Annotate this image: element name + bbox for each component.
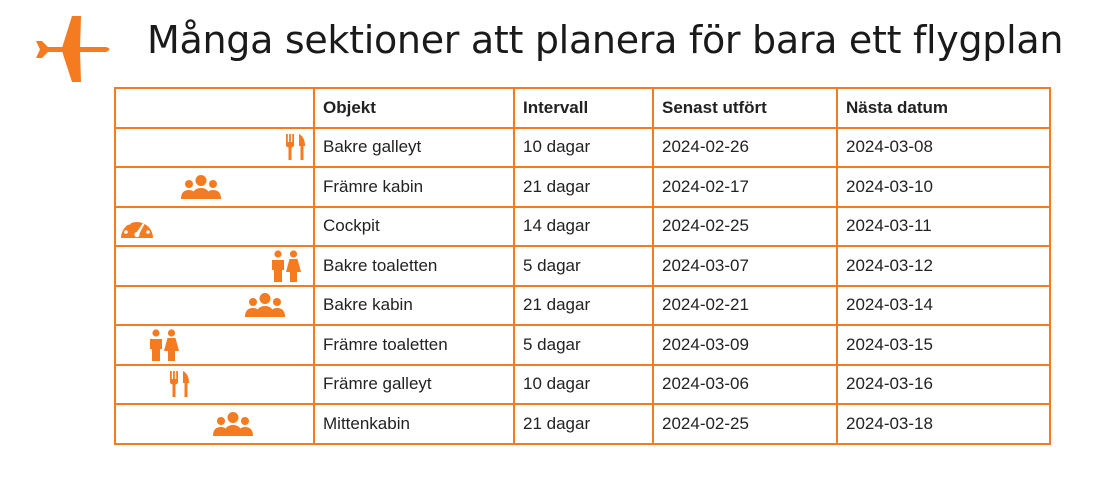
object-cell: Bakre toaletten xyxy=(314,246,514,286)
interval-cell: 10 dagar xyxy=(514,128,653,168)
icon-cell xyxy=(115,128,314,168)
table-row xyxy=(115,246,1050,286)
next-date-cell: 2024-03-14 xyxy=(837,286,1050,326)
icon-cell xyxy=(115,325,314,365)
object-cell: Främre toaletten xyxy=(314,325,514,365)
last-done-cell: 2024-02-21 xyxy=(653,286,837,326)
table-row xyxy=(115,404,1050,444)
cutlery-icon xyxy=(285,134,307,160)
last-done-cell: 2024-03-06 xyxy=(653,365,837,405)
object-cell: Bakre kabin xyxy=(314,286,514,326)
interval-cell: 10 dagar xyxy=(514,365,653,405)
group-icon xyxy=(244,293,286,317)
interval-cell: 21 dagar xyxy=(514,286,653,326)
icon-cell xyxy=(115,365,314,405)
interval-cell: 5 dagar xyxy=(514,325,653,365)
restroom-icon xyxy=(149,329,179,361)
next-date-cell: 2024-03-08 xyxy=(837,128,1050,168)
table-row xyxy=(115,207,1050,247)
table-header-row xyxy=(115,88,1050,128)
next-date-cell: 2024-03-16 xyxy=(837,365,1050,405)
gauge-icon xyxy=(119,212,155,240)
icon-cell xyxy=(115,167,314,207)
column-header-next-date: Nästa datum xyxy=(837,88,1050,128)
last-done-cell: 2024-02-17 xyxy=(653,167,837,207)
cutlery-icon xyxy=(169,371,191,397)
next-date-cell: 2024-03-10 xyxy=(837,167,1050,207)
table-row xyxy=(115,325,1050,365)
page-title: Många sektioner att planera för bara ett flygplan xyxy=(147,18,1064,62)
table-row xyxy=(115,365,1050,405)
table-row xyxy=(115,286,1050,326)
column-header-last-done: Senast utfört xyxy=(653,88,837,128)
icon-cell xyxy=(115,404,314,444)
object-cell: Främre kabin xyxy=(314,167,514,207)
icon-cell xyxy=(115,246,314,286)
column-header-interval: Intervall xyxy=(514,88,653,128)
group-icon xyxy=(180,175,222,199)
next-date-cell: 2024-03-12 xyxy=(837,246,1050,286)
next-date-cell: 2024-03-15 xyxy=(837,325,1050,365)
object-cell: Mittenkabin xyxy=(314,404,514,444)
table-row xyxy=(115,128,1050,168)
interval-cell: 21 dagar xyxy=(514,404,653,444)
interval-cell: 14 dagar xyxy=(514,207,653,247)
object-cell: Bakre galleyt xyxy=(314,128,514,168)
last-done-cell: 2024-02-25 xyxy=(653,404,837,444)
group-icon xyxy=(212,412,254,436)
column-header-object: Objekt xyxy=(314,88,514,128)
object-cell: Cockpit xyxy=(314,207,514,247)
icon-cell xyxy=(115,207,314,247)
object-cell: Främre galleyt xyxy=(314,365,514,405)
table-row xyxy=(115,167,1050,207)
last-done-cell: 2024-02-25 xyxy=(653,207,837,247)
last-done-cell: 2024-02-26 xyxy=(653,128,837,168)
interval-cell: 21 dagar xyxy=(514,167,653,207)
last-done-cell: 2024-03-07 xyxy=(653,246,837,286)
maintenance-table xyxy=(114,87,1051,445)
icon-cell xyxy=(115,286,314,326)
airplane-icon xyxy=(32,12,114,86)
interval-cell: 5 dagar xyxy=(514,246,653,286)
column-header-icon xyxy=(115,88,314,128)
restroom-icon xyxy=(271,250,301,282)
next-date-cell: 2024-03-18 xyxy=(837,404,1050,444)
next-date-cell: 2024-03-11 xyxy=(837,207,1050,247)
last-done-cell: 2024-03-09 xyxy=(653,325,837,365)
